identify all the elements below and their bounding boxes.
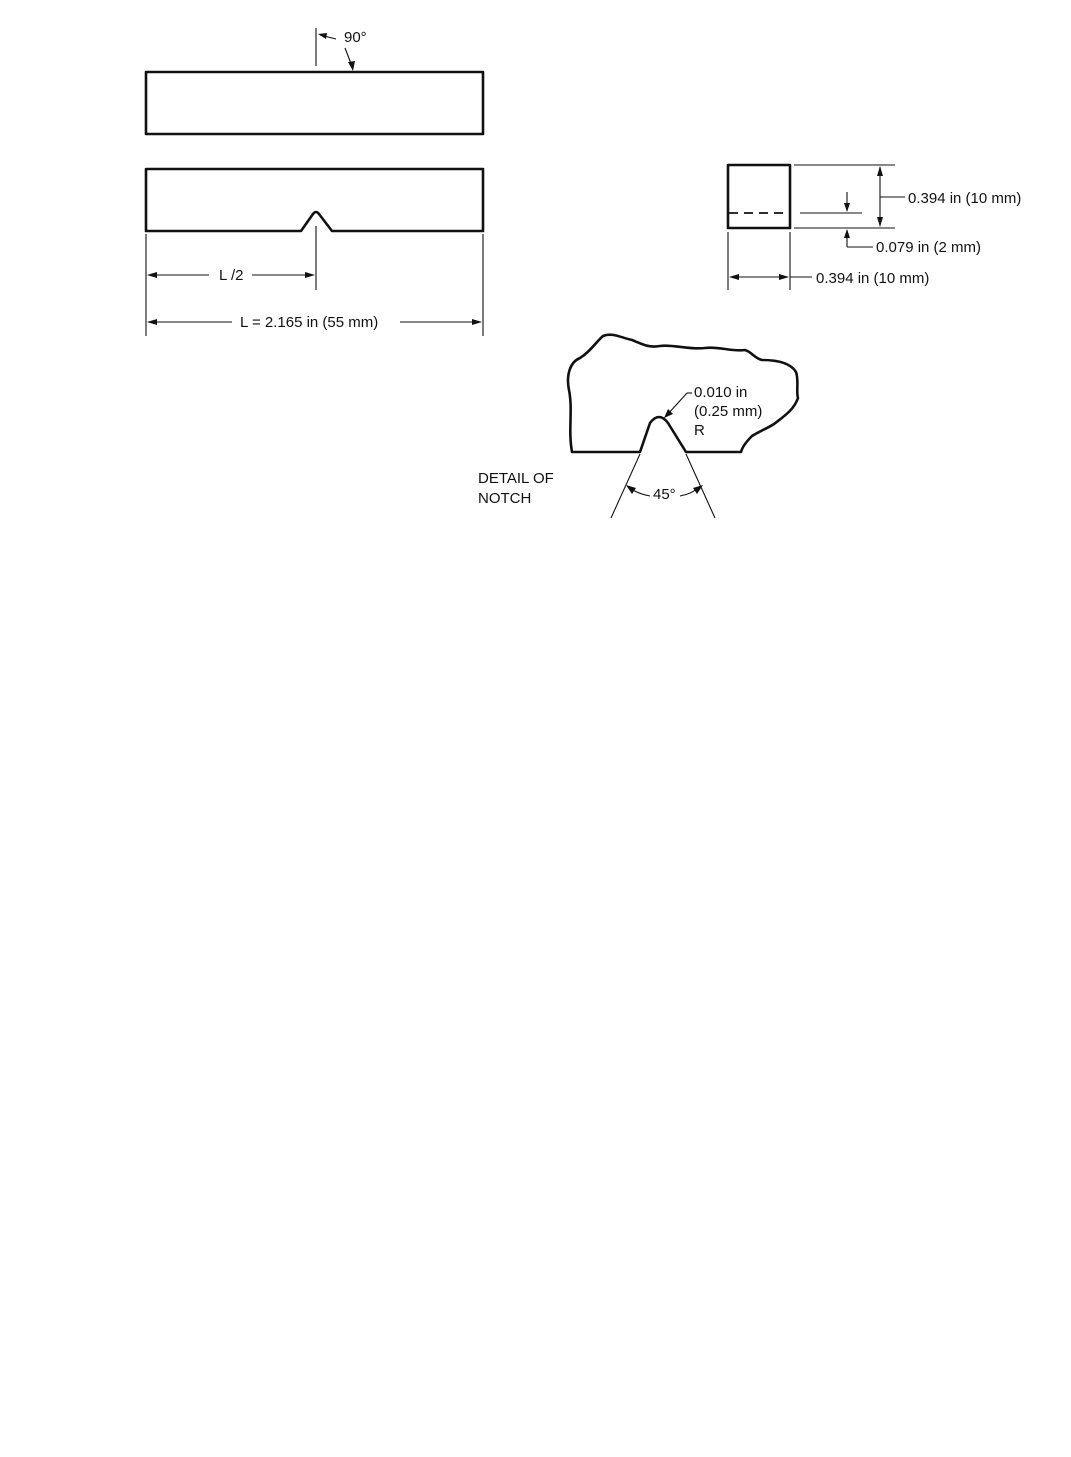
half-length-label: L /2: [219, 267, 244, 284]
bar-side-outline: [146, 169, 483, 231]
bar-top-view: [146, 28, 483, 134]
notch-depth-arrow-top: [844, 203, 850, 212]
radius-label-line1: 0.010 in: [694, 384, 748, 401]
length-arrow-left: [147, 319, 157, 325]
notch-angle-label: 45°: [653, 486, 676, 503]
end-view-outline: [728, 165, 790, 228]
bar-top-outline: [146, 72, 483, 134]
height-arrow-bottom: [877, 217, 883, 227]
height-arrow-top: [877, 166, 883, 176]
detail-label-line2: NOTCH: [478, 490, 532, 507]
angle-90-label: 90°: [344, 29, 367, 46]
notch-depth-label: 0.079 in (2 mm): [876, 239, 982, 256]
notch-detail: [478, 335, 798, 518]
notch-detail-outline: [568, 335, 798, 452]
half-length-arrow-left: [147, 272, 157, 278]
angle-arrowhead-top: [318, 33, 327, 39]
height-label: 0.394 in (10 mm): [908, 190, 1022, 207]
half-length-arrow-right: [305, 272, 315, 278]
length-arrow-right: [472, 319, 482, 325]
width-label: 0.394 in (10 mm): [816, 270, 930, 287]
width-arrow-right: [779, 274, 789, 280]
angle-arrow-left: [626, 485, 636, 494]
radius-label-line2: (0.25 mm): [694, 403, 763, 420]
angle-arrowhead-bottom: [348, 61, 355, 71]
width-arrow-left: [729, 274, 739, 280]
length-label: L = 2.165 in (55 mm): [240, 314, 379, 331]
notch-angle-line-left: [611, 454, 640, 518]
detail-label-line1: DETAIL OF: [478, 470, 554, 487]
bar-end-view: [728, 165, 1021, 290]
bar-side-view: [146, 169, 483, 336]
radius-label-line3: R: [694, 422, 705, 439]
notch-depth-arrow-bottom: [844, 229, 850, 238]
